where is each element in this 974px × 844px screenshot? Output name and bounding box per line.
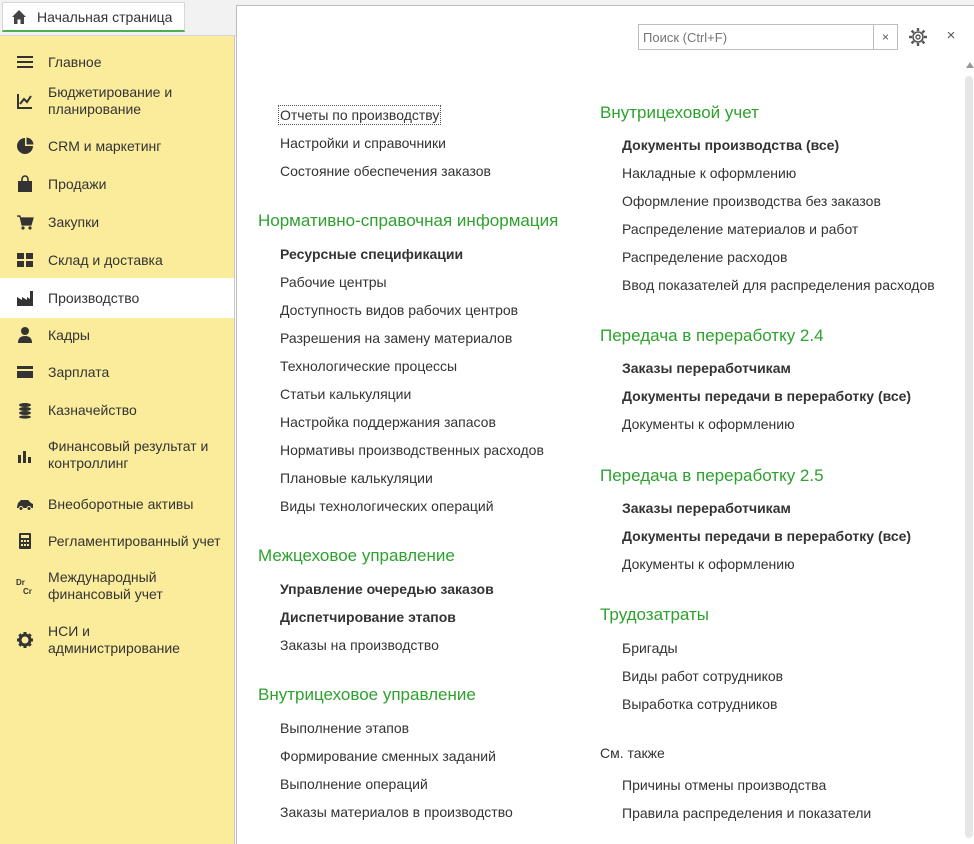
link-item[interactable]: Выработка сотрудников [622,696,778,712]
link-item[interactable]: Заказы на производство [280,637,439,653]
sidebar-item-label: Бюджетирование и планирование [48,84,173,117]
sidebar-item-label: Финансовый результат и контроллинг [48,438,209,471]
sidebar-item-label: Казначейство [48,401,137,418]
link-item[interactable]: Формирование сменных заданий [280,748,496,764]
sidebar-item-label: Продажи [48,175,107,192]
sidebar-item-hr[interactable] [0,317,234,353]
sidebar-item-warehouse[interactable] [0,242,234,278]
scroll-up-arrow-icon[interactable] [966,62,974,68]
sidebar-item-label: Производство [48,289,140,306]
link-item[interactable]: Выполнение этапов [280,720,410,736]
sidebar-item-budgeting[interactable] [0,80,234,122]
link-item[interactable]: Документы производства (все) [622,137,840,153]
sidebar-item-sales[interactable] [0,166,234,202]
link-item[interactable]: Документы к оформлению [622,556,795,572]
link-order-supply-status[interactable]: Состояние обеспечения заказов [280,163,491,179]
link-item[interactable]: Плановые калькуляции [280,470,433,486]
warehouse-grid-icon [15,250,35,270]
sidebar-item-label: Кадры [48,326,90,343]
calculator-icon [15,531,35,551]
link-item[interactable]: Заказы материалов в производство [280,804,513,820]
link-item[interactable]: Виды технологических операций [280,498,494,514]
sidebar-item-international-accounting[interactable] [0,564,234,608]
link-item[interactable]: Ресурсные спецификации [280,246,464,262]
close-button[interactable]: × [946,27,956,44]
link-item[interactable]: Накладные к оформлению [622,165,797,181]
link-item[interactable]: Управление очередью заказов [280,581,494,597]
link-item[interactable]: Виды работ сотрудников [622,668,784,684]
link-settings-directories[interactable]: Настройки и справочники [280,135,446,151]
svg-text:Cr: Cr [23,587,32,595]
sidebar-item-crm[interactable] [0,128,234,164]
search-input[interactable] [639,25,873,49]
home-icon [11,9,27,25]
sidebar-item-label: Склад и доставка [48,251,163,268]
cart-icon [15,212,35,232]
link-item[interactable]: Выполнение операций [280,776,428,792]
link-production-reports[interactable]: Отчеты по производству [280,107,440,123]
sidebar-item-label: НСИ и администрирование [48,623,180,656]
card-icon [15,362,35,382]
search-box [638,24,898,50]
sidebar-item-production[interactable] [0,278,234,318]
link-item[interactable]: Технологические процессы [280,358,458,374]
section-title-labor: Трудозатраты [600,605,710,624]
scrollbar[interactable] [965,76,973,838]
link-item[interactable]: Документы к оформлению [622,416,795,432]
link-item[interactable]: Документы передачи в переработку (все) [622,528,912,544]
sidebar-item-salary[interactable] [0,354,234,390]
link-item[interactable]: Причины отмены производства [622,777,827,793]
sidebar-item-label: Внеоборотные активы [48,495,194,512]
see-also-title: См. также [600,745,665,761]
link-item[interactable]: Распределение расходов [622,249,788,265]
link-item[interactable]: Ввод показателей для распределения расходов [622,277,935,293]
shopping-bag-icon [15,174,35,194]
sidebar-item-label: Закупки [48,213,100,230]
home-tab[interactable] [2,2,185,32]
main-panel [236,5,974,844]
sidebar-item-treasury[interactable] [0,392,234,428]
bar-chart-icon [15,445,35,465]
link-item[interactable]: Правила распределения и показатели [622,805,872,821]
sidebar-item-label: Международный финансовый учет [48,569,163,602]
link-item[interactable]: Диспетчирование этапов [280,609,456,625]
search-clear-button[interactable]: × [873,25,897,49]
factory-icon [15,288,35,308]
link-item[interactable]: Заказы переработчикам [622,500,791,516]
link-item[interactable]: Бригады [622,640,678,656]
car-icon [15,494,35,514]
sidebar-item-label: Регламентированный учет [48,532,221,549]
drcr-icon [15,576,35,596]
sidebar-item-label: Зарплата [48,363,110,380]
sidebar-item-label: CRM и маркетинг [48,137,162,154]
gear-icon [15,630,35,650]
sidebar-item-nsi-admin[interactable] [0,618,234,662]
section-title-processing-24: Передача в переработку 2.4 [600,326,824,345]
section-title-processing-25: Передача в переработку 2.5 [600,466,824,485]
budget-chart-icon [15,91,35,111]
section-title-inshop-accounting: Внутрицеховой учет [600,103,759,122]
sidebar-item-fixed-assets[interactable] [0,486,234,522]
sidebar-item-financial-result[interactable] [0,432,234,478]
settings-gear-icon[interactable] [907,26,929,48]
section-title-inshop: Внутрицеховое управление [258,685,476,704]
sidebar-item-label: Главное [48,53,102,70]
person-icon [15,325,35,345]
pie-chart-icon [15,136,35,156]
section-title-intershop: Межцеховое управление [258,546,455,565]
link-item[interactable]: Нормативы производственных расходов [280,442,544,458]
coins-icon [15,400,35,420]
link-item[interactable]: Доступность видов рабочих центров [280,302,519,318]
link-item[interactable]: Заказы переработчикам [622,360,791,376]
link-item[interactable]: Документы передачи в переработку (все) [622,388,912,404]
sidebar [0,36,235,844]
home-tab-label: Начальная страница [37,8,173,25]
sidebar-item-regulated-accounting[interactable] [0,523,234,559]
section-title-reference: Нормативно-справочная информация [258,211,559,230]
sidebar-item-purchases[interactable] [0,204,234,240]
link-item[interactable]: Рабочие центры [280,274,387,290]
link-item[interactable]: Настройка поддержания запасов [280,414,496,430]
link-item[interactable]: Статьи калькуляции [280,386,412,402]
svg-text:Dr: Dr [16,578,25,587]
sidebar-item-main[interactable] [0,44,234,80]
link-item[interactable]: Оформление производства без заказов [622,193,881,209]
link-item[interactable]: Разрешения на замену материалов [280,330,513,346]
link-item[interactable]: Распределение материалов и работ [622,221,859,237]
menu-lines-icon [15,52,35,72]
